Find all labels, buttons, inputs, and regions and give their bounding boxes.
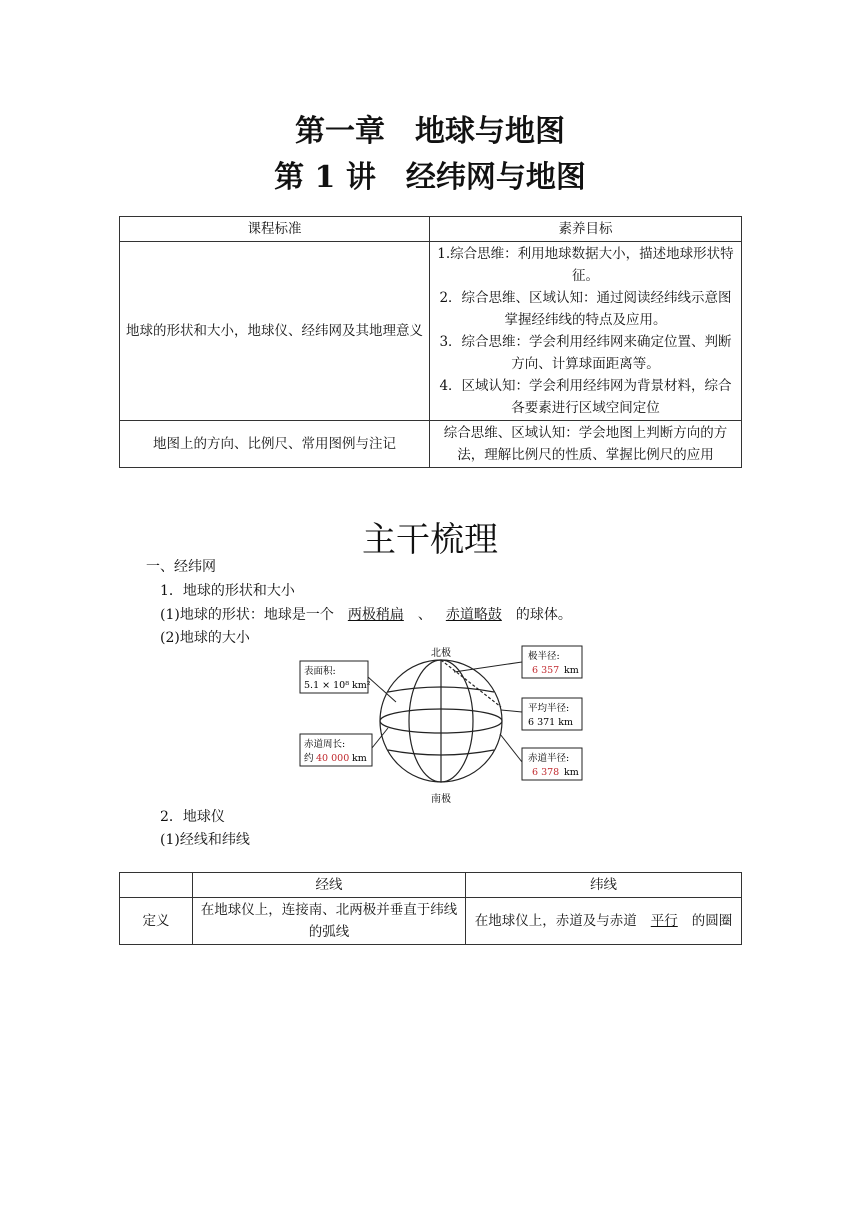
size-label: (2)地球的大小: [160, 630, 250, 646]
svg-text:km: km: [564, 767, 579, 778]
header-empty: [120, 873, 193, 898]
table-row: [120, 242, 742, 421]
svg-text:6 378: 6 378: [532, 767, 560, 778]
circumference-value: 40 000: [316, 753, 350, 764]
shape-sentence: (1)地球的形状：地球是一个 两极稍扁 、 赤道略鼓 的球体。: [160, 607, 572, 623]
section-title: 一、经纬网: [146, 559, 216, 575]
meridian-definition: 在地球仪上，连接南、北两极并垂直于纬线的弧线: [193, 898, 466, 945]
polar-radius-callout: [454, 646, 582, 678]
mean-radius-callout: [501, 698, 582, 730]
section-heading: 主干梳理: [362, 520, 498, 560]
globe-diagram: [296, 642, 586, 804]
header-standard: 课程标准: [120, 217, 430, 242]
lines-table: [119, 872, 742, 945]
header-meridian: 经线: [193, 873, 466, 898]
svg-text:5.1 × 10⁸ km²: 5.1 × 10⁸ km²: [304, 680, 371, 691]
svg-text:6 371 km: 6 371 km: [528, 717, 573, 728]
goal-item: 2．综合思维、区域认知：通过阅读经纬线示意图掌握经纬线的特点及应用。: [439, 290, 732, 328]
standard-cell: 地球的形状和大小，地球仪、经纬网及其地理意义: [120, 242, 430, 421]
svg-text:赤道周长:: 赤道周长:: [304, 739, 346, 750]
svg-text:表面积:: 表面积:: [304, 666, 336, 677]
parallel-definition: 在地球仪上，赤道及与赤道 平行 的圆圈: [466, 898, 742, 945]
chapter-title: 第一章 地球与地图: [295, 114, 565, 149]
circumference-callout: [300, 728, 388, 766]
item-title: 2．地球仪: [160, 809, 225, 825]
svg-text:km: km: [352, 753, 367, 764]
goal-item: 4．区域认知：学会利用经纬网为背景材料，综合各要素进行区域空间定位: [439, 378, 732, 416]
equatorial-radius-callout: [500, 734, 582, 780]
svg-text:赤道半径:: 赤道半径:: [528, 753, 570, 764]
row-label: 定义: [120, 898, 193, 945]
goal-cell: [430, 421, 742, 468]
answer-blank: 赤道略鼓: [445, 607, 502, 623]
lesson-title: 第 1 讲 经纬网与地图: [274, 160, 586, 195]
table-row: [120, 898, 742, 945]
svg-text:平均半径:: 平均半径:: [528, 703, 570, 714]
header-parallel: 纬线: [466, 873, 742, 898]
table-header-row: [120, 873, 742, 898]
standards-table: [119, 216, 742, 468]
item-title: 1．地球的形状和大小: [160, 583, 295, 599]
goal-item: 综合思维、区域认知：学会地图上判断方向的方法，理解比例尺的性质、掌握比例尺的应用: [443, 425, 728, 463]
svg-text:km: km: [564, 665, 579, 676]
sub-title: (1)经线和纬线: [160, 832, 250, 848]
svg-text:约: 约: [304, 753, 314, 764]
south-pole-label: 南极: [431, 794, 451, 804]
goal-cell: [430, 242, 742, 421]
goal-item: 1.综合思维：利用地球数据大小，描述地球形状特征。: [437, 246, 734, 284]
table-row: [120, 421, 742, 468]
svg-text:6 357: 6 357: [532, 665, 560, 676]
north-pole-label: 北极: [431, 648, 451, 659]
area-callout: [300, 661, 396, 702]
answer-blank: 两极稍扁: [347, 607, 404, 623]
answer-blank: 平行: [650, 913, 678, 929]
goal-item: 3．综合思维：学会利用经纬网来确定位置、判断方向、计算球面距离等。: [439, 334, 732, 372]
standard-cell: 地图上的方向、比例尺、常用图例与注记: [120, 421, 430, 468]
header-goal: 素养目标: [430, 217, 742, 242]
svg-text:极半径:: 极半径:: [528, 651, 560, 662]
table-header-row: [120, 217, 742, 242]
